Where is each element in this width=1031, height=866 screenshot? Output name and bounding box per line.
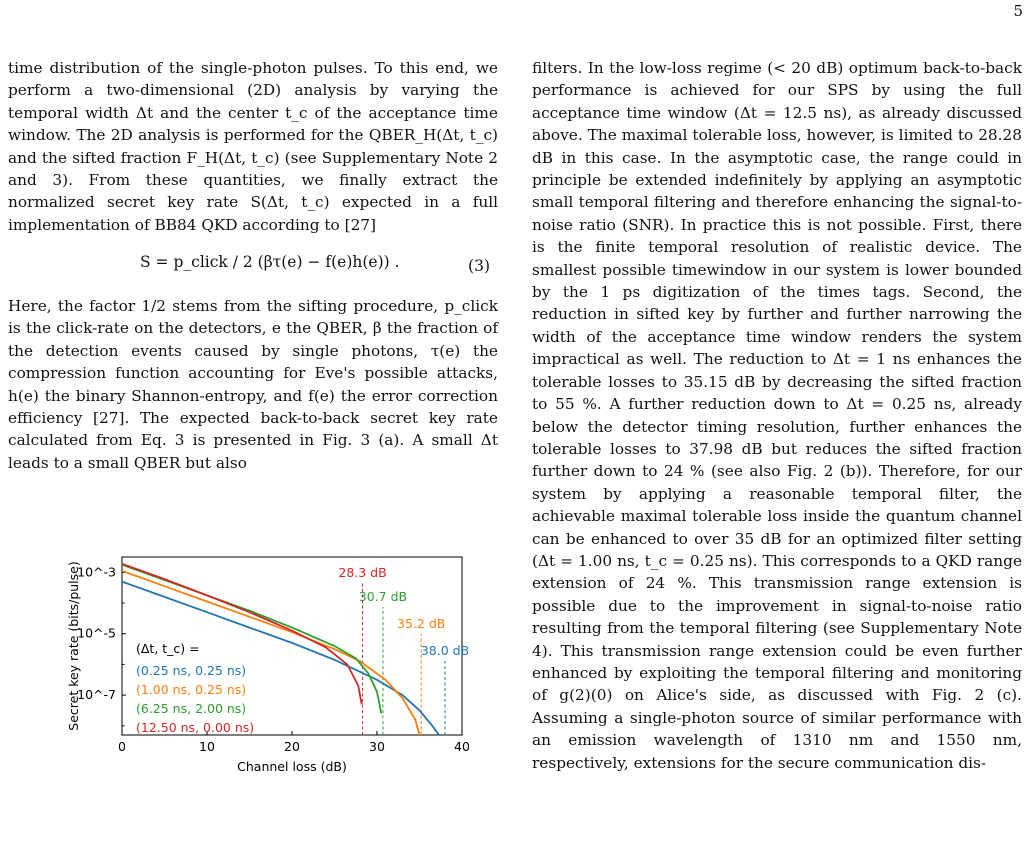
cutoff-label: 38.0 dB <box>420 643 470 658</box>
key-rate-chart <box>40 545 480 785</box>
x-tick-label: 40 <box>454 739 470 754</box>
left-paragraph-2-text: Here, the factor 1/2 stems from the sifting procedure, p_click is the click-rate on the detectors, e the QBER, β the fraction of the detection events caused by single photons, τ(e) the compression function accounting for Eve's possible attacks, h(e) the binary Shannon-entropy, and f(e) the error correction efficiency [27]. The expected back-to-back secret key rate calculated from Eq. 3 is presented in Fig. 3 (a). A small Δt leads to a small QBER but also <box>8 297 498 472</box>
x-tick-label: 20 <box>284 739 300 754</box>
legend-entry: (6.25 ns, 2.00 ns) <box>136 701 247 716</box>
legend-title: (Δt, t_c) = <box>136 641 200 656</box>
y-tick-label: 10^-3 <box>77 564 116 580</box>
equation-3 <box>8 253 498 283</box>
legend-entry: (1.00 ns, 0.25 ns) <box>136 682 247 697</box>
equation-body: S = p_click / 2 (βτ(e) − f(e)h(e)) . <box>140 253 400 271</box>
y-tick-label: 10^-5 <box>77 625 116 641</box>
x-tick-label: 10 <box>199 739 215 754</box>
left-column <box>8 57 498 236</box>
right-column <box>532 57 1022 774</box>
page-number: 5 <box>1013 2 1023 20</box>
y-tick-label: 10^-7 <box>77 687 116 703</box>
figure-3a <box>40 545 480 785</box>
cutoff-label: 30.7 dB <box>358 589 408 604</box>
cutoff-label: 35.2 dB <box>397 616 446 631</box>
right-paragraph-1: filters. In the low-loss regime (< 20 dB) optimum back-to-back performance is achieved for our SPS by using the full acceptance time window (Δt = 12.5 ns), as already discussed above. The maximal tolerable loss, however, is limited to 28.28 dB in this case. In the asymptotic case, the range could in principle be extended indefinitely by applying an asymptotic small temporal filtering and therefore enhancing the signal-to-noise ratio (SNR). In practice this is not possible. First, there is the finite temporal resolution of realistic device. The smallest possible timewindow in our system is lower bounded by the 1 ps digitization of the times tags. Second, the reduction in sifted key by further and further narrowing the width of the acceptance time window renders the system impractical as well. The reduction to Δt = 1 ns enhances the tolerable losses to 35.15 dB by decreasing the sifted fraction to 55 %. A further reduction down to Δt = 0.25 ns, already below the detector timing resolution, further enhances the tolerable losses to 37.98 dB but reduces the sifted fraction further down to 24 % (see also Fig. 2 (b)). Therefore, for our system by applying a reasonable temporal filter, the achievable maximal tolerable loss inside the quantum channel can be enhanced to over 35 dB for an optimized filter setting (Δt = 1.00 ns, t_c = 0.25 ns). This corresponds to a QKD range extension of 24 %. This transmission range extension is possible due to the improvement in signal-to-noise ratio resulting from the temporal filtering (see Supplementary Note 4). This transmission range extension could be even further enhanced by exploiting the temporal filtering and monitoring of g(2)(0) on Alice's side, as discussed with Fig. 2 (c). Assuming a single-photon source of similar performance with an emission wavelength of 1310 nm and 1550 nm, respectively, extensions for the secure communication dis- <box>532 59 1022 772</box>
cutoff-label: 28.3 dB <box>338 565 387 580</box>
left-paragraph-1: time distribution of the single-photon pulses. To this end, we perform a two-dimensional (2D) analysis by varying the temporal width Δt and the center t_c of the acceptance time window. The 2D analysis is performed for the QBER_H(Δt, t_c) and the sifted fraction F_H(Δt, t_c) (see Supplementary Note 2 and 3). From these quantities, we finally extract the normalized secret key rate S(Δt, t_c) expected in a full implementation of BB84 QKD according to [27] <box>8 59 498 234</box>
legend-entry: (12.50 ns, 0.00 ns) <box>136 720 255 735</box>
y-axis-label: Secret key rate (bits/pulse) <box>66 561 81 731</box>
equation-number: (3) <box>468 257 490 275</box>
legend-entry: (0.25 ns, 0.25 ns) <box>136 663 247 678</box>
left-paragraph-2 <box>8 295 498 474</box>
x-tick-label: 30 <box>369 739 385 754</box>
x-tick-label: 0 <box>118 739 126 754</box>
x-axis-label: Channel loss (dB) <box>237 759 347 774</box>
